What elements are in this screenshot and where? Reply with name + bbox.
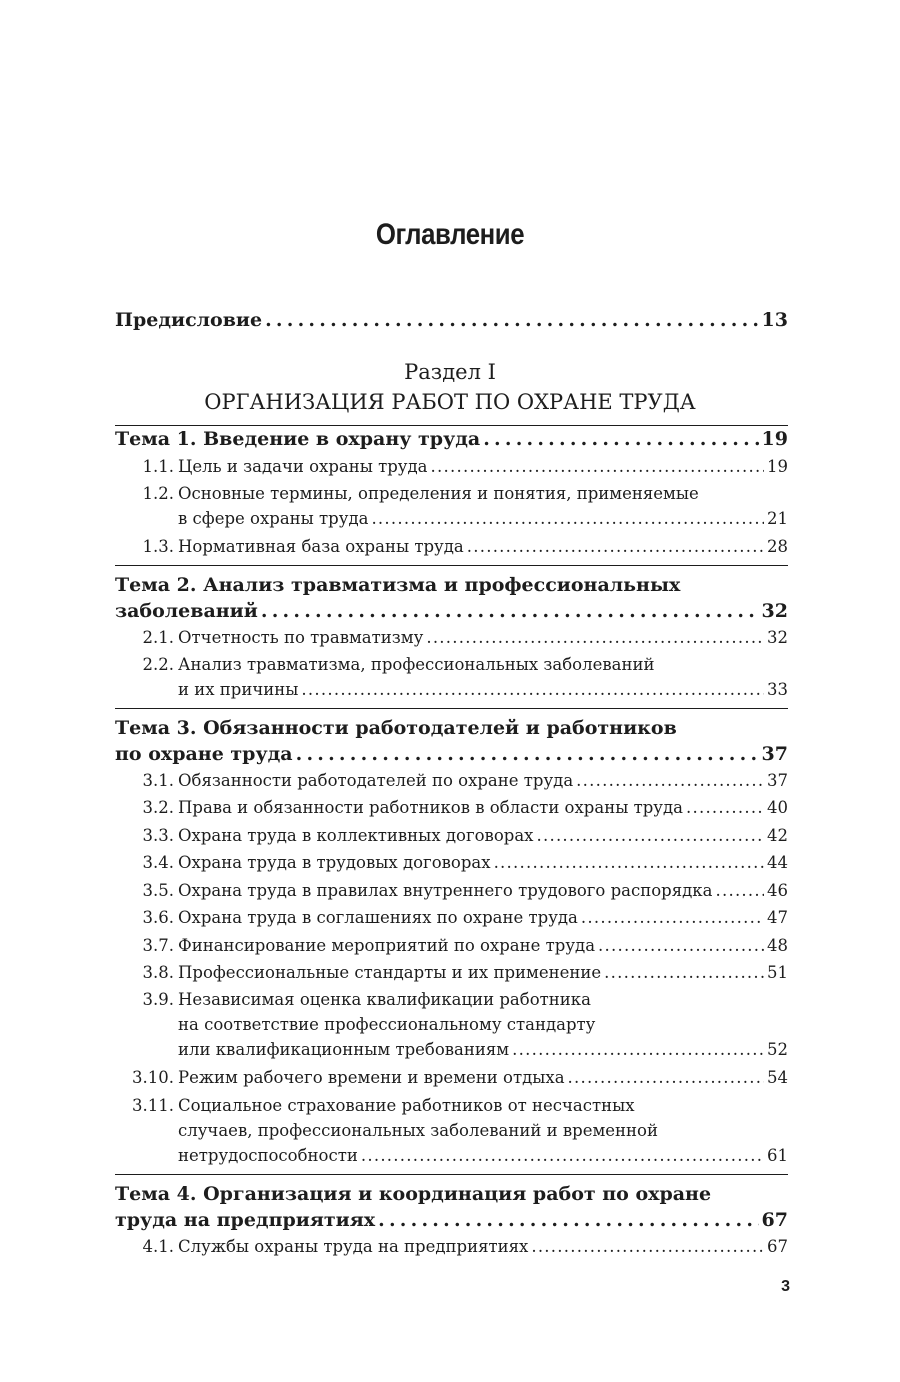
toc-item-continuation[interactable]: [115, 680, 788, 704]
toc-item-title: Финансирование мероприятий по охране труда: [178, 936, 596, 955]
toc-item-number: 1.3.: [142, 537, 174, 556]
toc-item-number: 2.2.: [142, 655, 174, 674]
toc-entry-page: 13: [761, 309, 788, 331]
leader-dots: [371, 509, 764, 528]
toc-item-number: 3.1.: [142, 771, 174, 790]
toc-item-number: 3.4.: [142, 853, 174, 872]
toc-item-continuation[interactable]: [115, 1121, 788, 1145]
toc-item-continuation[interactable]: [115, 1146, 788, 1170]
toc-item-number: 3.10.: [132, 1068, 174, 1087]
toc-topic-4-continuation[interactable]: [115, 1209, 788, 1235]
toc-item-number: 3.6.: [142, 908, 174, 927]
divider: [115, 1174, 788, 1175]
toc-topic-page: 37: [761, 743, 788, 765]
toc-item-title: Независимая оценка квалификации работника: [178, 990, 591, 1009]
toc-item[interactable]: [115, 537, 788, 561]
leader-dots: [576, 771, 764, 790]
toc-item[interactable]: [115, 1096, 788, 1120]
toc-item-number: 3.2.: [142, 798, 174, 817]
toc-item-page: 67: [767, 1237, 788, 1256]
toc-item-page: 32: [767, 628, 788, 647]
toc-topic-page: 19: [761, 428, 788, 450]
toc-item-title: Службы охраны труда на предприятиях: [178, 1237, 529, 1256]
toc-item-number: 3.3.: [142, 826, 174, 845]
toc-item-page: 21: [767, 509, 788, 528]
toc-topic-page: 32: [761, 600, 788, 622]
toc-item[interactable]: [115, 655, 788, 679]
toc-item[interactable]: [115, 908, 788, 932]
toc-item-page: 54: [767, 1068, 788, 1087]
toc-item-number: 1.2.: [142, 484, 174, 503]
toc-topic-3[interactable]: [115, 717, 788, 743]
section-name: ОРГАНИЗАЦИЯ РАБОТ ПО ОХРАНЕ ТРУДА: [204, 390, 696, 414]
leader-dots: [467, 537, 764, 556]
page-title: Оглавление: [375, 218, 525, 251]
toc-item-page: 37: [767, 771, 788, 790]
leader-dots: [536, 826, 764, 845]
toc-topic-1[interactable]: [115, 428, 788, 454]
leader-dots: [301, 680, 764, 699]
toc-item-title: Анализ травматизма, профессиональных заболеваний: [178, 655, 655, 674]
toc-topic-title-line-2: по охране труда: [115, 743, 293, 765]
toc-item-title: Цель и задачи охраны труда: [178, 457, 428, 476]
leader-dots: [265, 309, 758, 331]
toc-topic-title-line-2: труда на предприятиях: [115, 1209, 376, 1231]
toc-item-title: Профессиональные стандарты и их применение: [178, 963, 602, 982]
leader-dots: [361, 1146, 764, 1165]
toc-item-continuation[interactable]: [115, 509, 788, 533]
leader-dots: [604, 963, 764, 982]
toc-item-title-line-3: или квалификационным требованиям: [178, 1040, 510, 1059]
toc-item[interactable]: [115, 881, 788, 905]
toc-item-title: Обязанности работодателей по охране труда: [178, 771, 574, 790]
toc-topic-2[interactable]: [115, 574, 788, 600]
toc-item[interactable]: [115, 826, 788, 850]
leader-dots: [483, 428, 758, 450]
toc-item-number: 3.7.: [142, 936, 174, 955]
leader-dots: [512, 1040, 764, 1059]
toc-item-title: Охрана труда в соглашениях по охране труда: [178, 908, 578, 927]
toc-item[interactable]: [115, 853, 788, 877]
toc-item-page: 47: [767, 908, 788, 927]
toc-item[interactable]: [115, 798, 788, 822]
toc-item[interactable]: [115, 990, 788, 1014]
divider: [115, 425, 788, 426]
toc-item-number: 2.1.: [142, 628, 174, 647]
toc-item-title: Отчетность по травматизму: [178, 628, 424, 647]
page-number: 3: [781, 1278, 790, 1295]
toc-item-number: 3.9.: [142, 990, 174, 1009]
leader-dots: [426, 628, 764, 647]
leader-dots: [261, 600, 759, 622]
toc-item-page: 44: [767, 853, 788, 872]
toc-item[interactable]: [115, 936, 788, 960]
toc-item-title: Социальное страхование работников от несчастных: [178, 1096, 635, 1115]
toc-item-page: 40: [767, 798, 788, 817]
toc-item-number: 3.8.: [142, 963, 174, 982]
toc-item-title-line-2: случаев, профессиональных заболеваний и временной: [178, 1121, 658, 1140]
toc-item-number: 3.11.: [132, 1096, 174, 1115]
toc-item-title: Нормативная база охраны труда: [178, 537, 464, 556]
toc-item-page: 46: [767, 881, 788, 900]
leader-dots: [598, 936, 764, 955]
toc-item-page: 19: [767, 457, 788, 476]
toc-item-title-line-3: нетрудоспособности: [178, 1146, 358, 1165]
toc-item[interactable]: [115, 1237, 788, 1261]
toc-item-title: Основные термины, определения и понятия, применяемые: [178, 484, 699, 503]
toc-item[interactable]: [115, 963, 788, 987]
toc-topic-title: Тема 1. Введение в охрану труда: [115, 428, 481, 450]
leader-dots: [686, 798, 764, 817]
toc-item-page: 51: [767, 963, 788, 982]
toc-item[interactable]: [115, 628, 788, 652]
toc-topic-title: Тема 2. Анализ травматизма и профессиональных: [115, 574, 681, 596]
toc-item-continuation[interactable]: [115, 1015, 788, 1039]
toc-entry-preface[interactable]: [115, 309, 788, 335]
toc-item-title-line-2: в сфере охраны труда: [178, 509, 369, 528]
divider: [115, 565, 788, 566]
toc-item-title: Охрана труда в правилах внутреннего трудового распорядка: [178, 881, 713, 900]
toc-topic-title: Тема 3. Обязанности работодателей и работников: [115, 717, 677, 739]
toc-item[interactable]: [115, 457, 788, 481]
leader-dots: [431, 457, 765, 476]
leader-dots: [378, 1209, 758, 1231]
toc-item[interactable]: [115, 1068, 788, 1092]
toc-item-title-line-2: и их причины: [178, 680, 299, 699]
toc-item-title: Режим рабочего времени и времени отдыха: [178, 1068, 565, 1087]
leader-dots: [296, 743, 759, 765]
toc-topic-2-continuation[interactable]: [115, 600, 788, 626]
toc-item-number: 4.1.: [142, 1237, 174, 1256]
divider: [115, 708, 788, 709]
leader-dots: [568, 1068, 764, 1087]
toc-item-title: Охрана труда в коллективных договорах: [178, 826, 534, 845]
toc-item-title: Охрана труда в трудовых договорах: [178, 853, 491, 872]
toc-topic-title-line-2: заболеваний: [115, 600, 258, 622]
toc-entry-title: Предисловие: [115, 309, 263, 331]
toc-item-number: 3.5.: [142, 881, 174, 900]
toc-item-number: 1.1.: [142, 457, 174, 476]
toc-topic-title: Тема 4. Организация и координация работ по охране: [115, 1183, 712, 1205]
toc-topic-4[interactable]: [115, 1183, 788, 1209]
leader-dots: [581, 908, 764, 927]
toc-item-continuation[interactable]: [115, 1040, 788, 1064]
toc-item-page: 28: [767, 537, 788, 556]
leader-dots: [494, 853, 764, 872]
toc-item[interactable]: [115, 484, 788, 508]
toc-topic-3-continuation[interactable]: [115, 743, 788, 769]
toc-item-page: 52: [767, 1040, 788, 1059]
toc-item-title-line-2: на соответствие профессиональному стандарту: [178, 1015, 596, 1034]
toc-item-page: 48: [767, 936, 788, 955]
toc-item-page: 61: [767, 1146, 788, 1165]
toc-item-title: Права и обязанности работников в области охраны труда: [178, 798, 683, 817]
toc-item-page: 42: [767, 826, 788, 845]
leader-dots: [531, 1237, 764, 1256]
toc-item[interactable]: [115, 771, 788, 795]
toc-item-page: 33: [767, 680, 788, 699]
leader-dots: [715, 881, 764, 900]
toc-topic-page: 67: [761, 1209, 788, 1231]
section-label: Раздел I: [404, 360, 496, 384]
